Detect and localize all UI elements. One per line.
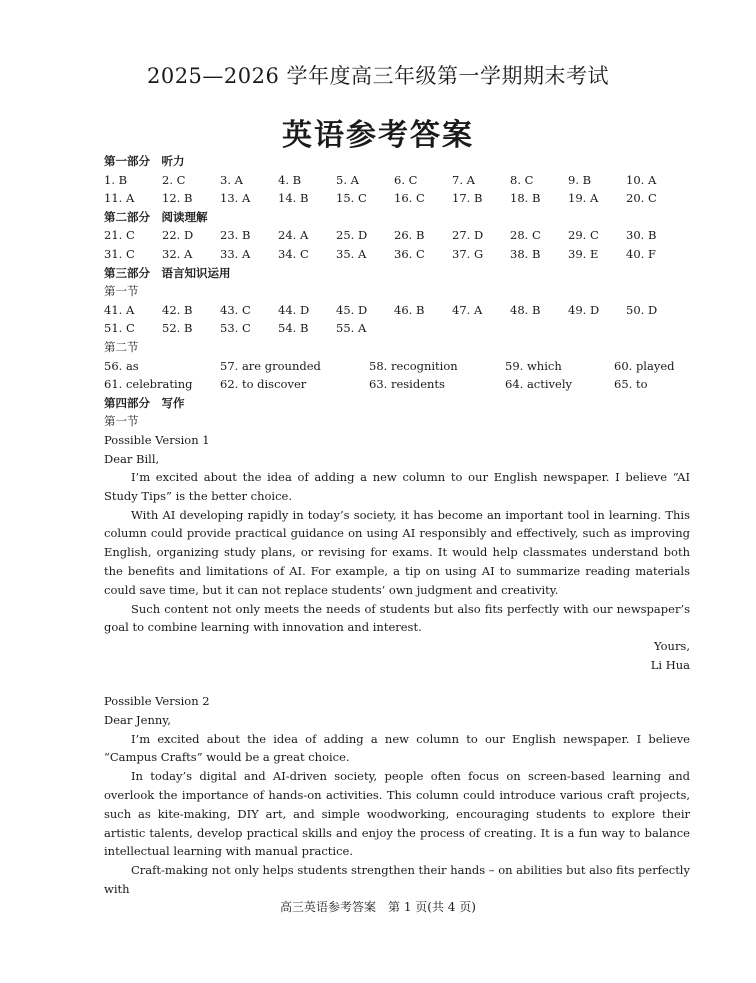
answer: 33. A [220, 246, 251, 261]
answer: 22. D [162, 228, 194, 243]
part1-heading: 第一部分 听力 [104, 154, 185, 168]
exam-title: 2025—2026 学年度高三年级第一学期期末考试 [146, 64, 610, 88]
answer: 15. C [336, 191, 367, 206]
answer: 1. B [104, 172, 128, 187]
answer: 6. C [394, 172, 418, 187]
answer: 23. B [220, 228, 251, 243]
answer-row [104, 226, 690, 245]
answer-content [104, 152, 690, 899]
answer-row [104, 301, 690, 320]
answer: 44. D [278, 302, 310, 317]
answer: 36. C [394, 246, 425, 261]
letter-paragraph: Such content not only meets the needs of students but also fits perfectly with our newspaper’s goal to combine learning with innovation and interest. [104, 601, 690, 635]
part2-heading: 第二部分 阅读理解 [104, 209, 208, 224]
answer: 65. to [614, 377, 648, 392]
answer: 7. A [452, 172, 475, 187]
answer: 48. B [510, 302, 541, 317]
answer: 37. G [452, 246, 484, 261]
answer: 50. D [626, 302, 658, 317]
answer: 49. D [568, 302, 600, 317]
version-label: Possible Version 1 [104, 432, 210, 447]
answer-row [104, 171, 690, 190]
answer: 56. as [104, 358, 139, 373]
answer: 4. B [278, 172, 302, 187]
answer: 41. A [104, 302, 135, 317]
answer: 31. C [104, 246, 135, 261]
part4-heading: 第四部分 写作 [104, 395, 185, 410]
answer: 18. B [510, 191, 541, 206]
answer: 52. B [162, 321, 193, 336]
section-label: 第一节 [104, 414, 139, 429]
answer: 47. A [452, 302, 483, 317]
letter-paragraph: I’m excited about the idea of adding a new column to our English newspaper. I believe “AI Study Tips” is the better choice. [104, 470, 690, 503]
answer: 25. D [336, 228, 368, 243]
answer-row [104, 189, 690, 208]
letter-paragraph: In today’s digital and AI-driven society, people often focus on screen-based learning and overlook the importance of hands-on activities. This column could introduce various craft projects, such as kite-making, DIY art, and simple woodworking, encouraging students to explore their artistic talents, develop practical skills and enjoy the process of creating. It is a fun way to balance intellectual learning with manual practice. [104, 769, 690, 859]
answer: 14. B [278, 191, 309, 206]
answer: 64. actively [505, 377, 573, 392]
answer: 59. which [505, 358, 562, 373]
answer: 38. B [510, 246, 541, 261]
answer: 32. A [162, 246, 193, 261]
page-footer: 高三英语参考答案 第 1 页(共 4 页) [280, 900, 476, 914]
answer: 28. C [510, 228, 541, 243]
answer: 24. A [278, 228, 309, 243]
answer: 45. D [336, 302, 368, 317]
answer: 63. residents [369, 377, 445, 392]
answer: 58. recognition [369, 358, 458, 373]
answer: 13. A [220, 191, 251, 206]
answer: 16. C [394, 191, 425, 206]
answer: 27. D [452, 228, 484, 243]
section-label: 第一节 [104, 284, 139, 299]
answer-row [104, 319, 690, 338]
letter-paragraph: I’m excited about the idea of adding a new column to our English newspaper. I believe “Campus Crafts” would be a great choice. [104, 731, 690, 765]
answer: 9. B [568, 172, 592, 187]
letter-paragraph: Craft-making not only helps students strengthen their hands – on abilities but also fits perfectly with [104, 863, 690, 897]
answer: 39. E [568, 246, 599, 261]
answer: 54. B [278, 321, 309, 336]
answer: 2. C [162, 172, 186, 187]
answer: 55. A [336, 321, 367, 336]
section-label: 第二节 [104, 339, 139, 354]
fill-answer-row [104, 357, 690, 376]
answer: 62. to discover [220, 377, 307, 392]
answer: 10. A [626, 172, 657, 187]
answer: 19. A [568, 191, 599, 206]
answer: 8. C [510, 172, 534, 187]
letter-signature: Li Hua [650, 657, 690, 672]
answer: 51. C [104, 321, 135, 336]
answer: 29. C [568, 228, 599, 243]
letter-greeting: Dear Bill, [104, 451, 160, 466]
answer: 3. A [220, 172, 243, 187]
version-label: Possible Version 2 [104, 694, 210, 709]
answer-row [104, 245, 690, 264]
answer: 26. B [394, 228, 425, 243]
answer: 46. B [394, 302, 425, 317]
letter-closing: Yours, [654, 639, 690, 654]
answer: 35. A [336, 246, 367, 261]
answer: 43. C [220, 302, 251, 317]
answer: 30. B [626, 228, 657, 243]
answer: 40. F [626, 246, 656, 261]
answer: 34. C [278, 246, 309, 261]
document-title: 英语参考答案 [282, 118, 474, 153]
answer: 57. are grounded [220, 358, 321, 373]
part3-heading: 第三部分 语言知识运用 [104, 265, 231, 280]
answer: 21. C [104, 228, 135, 243]
fill-answer-row [104, 375, 690, 394]
answer: 12. B [162, 191, 193, 206]
answer: 53. C [220, 321, 251, 336]
answer: 5. A [336, 172, 359, 187]
answer: 11. A [104, 191, 135, 206]
answer: 61. celebrating [104, 377, 193, 392]
answer: 60. played [614, 358, 675, 373]
answer: 20. C [626, 191, 657, 206]
letter-greeting: Dear Jenny, [104, 713, 171, 728]
letter-paragraph: With AI developing rapidly in today’s society, it has become an important tool in learning. This column could provide practical guidance on using AI responsibly and effectively, such as improving English, organizing study plans, or revising for exams. It would help classmates understand both the benefits and limitations of AI. For example, a tip on using AI to summarize reading materials could save time, but it can not replace students’ own judgment and creativity. [104, 507, 690, 597]
answer: 17. B [452, 191, 483, 206]
answer: 42. B [162, 302, 193, 317]
